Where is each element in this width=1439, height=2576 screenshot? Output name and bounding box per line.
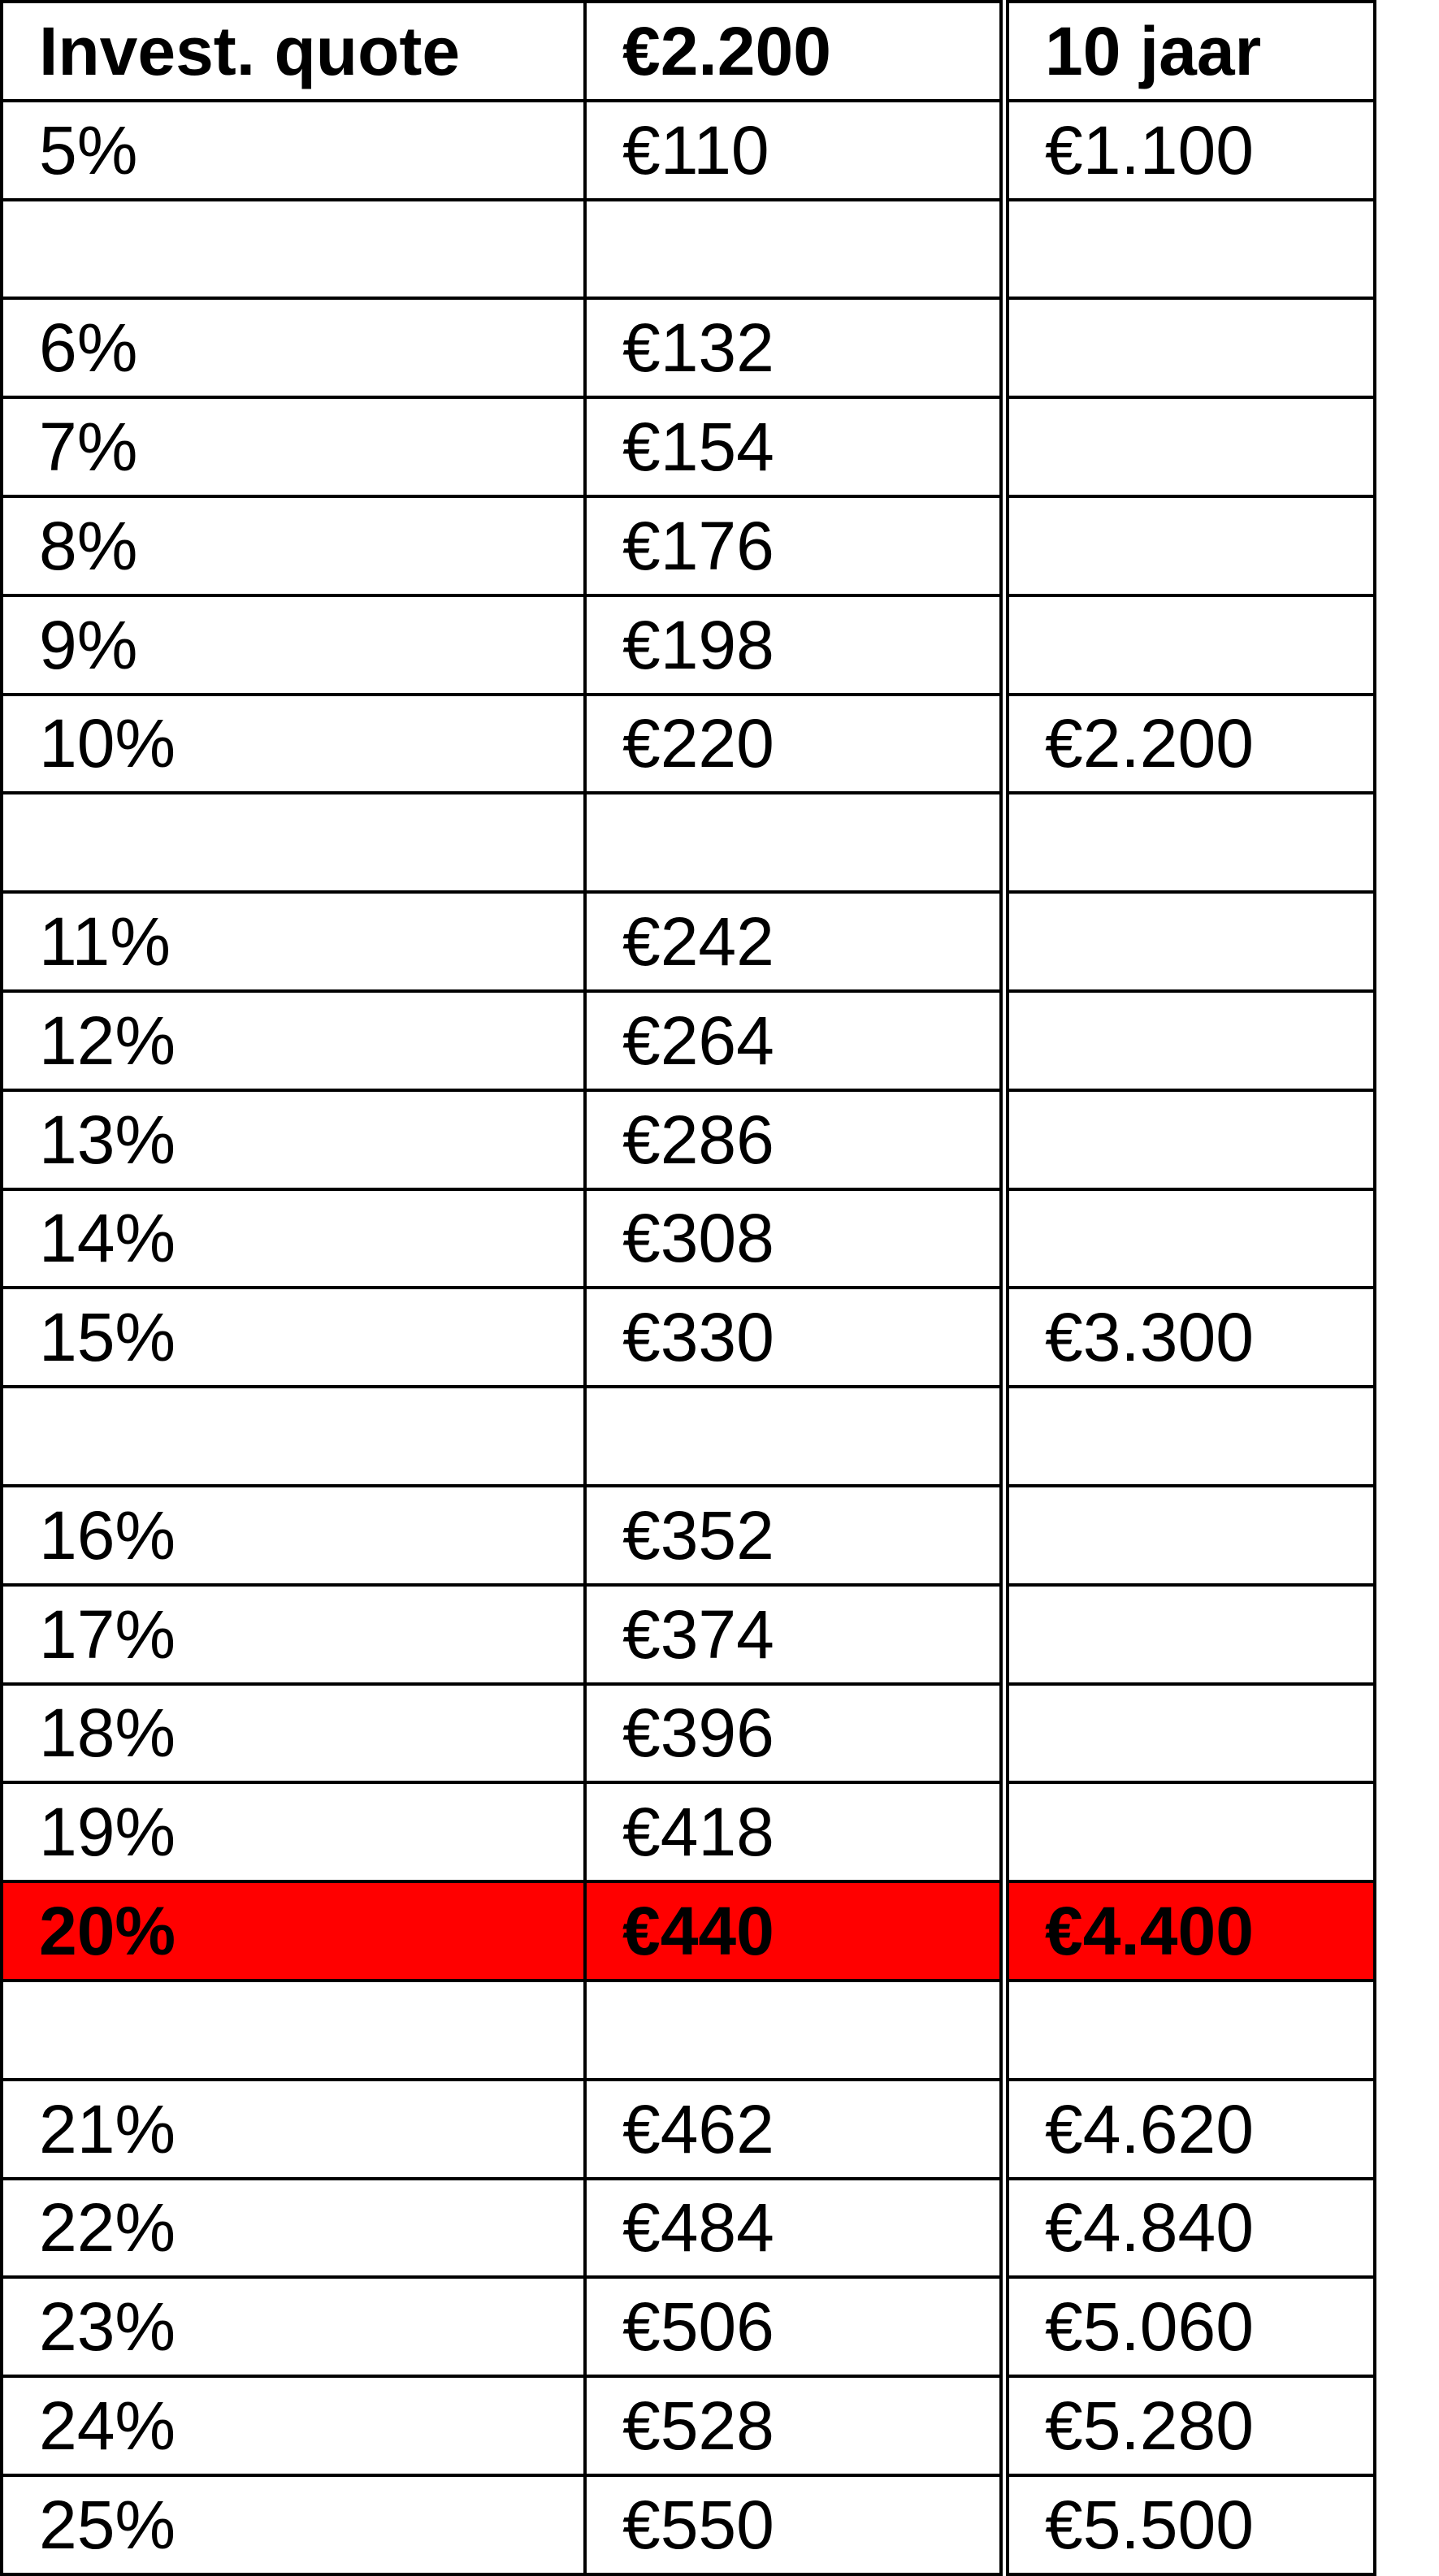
spacer-row — [2, 1387, 1375, 1486]
quote-percent-cell: 20% — [2, 1881, 585, 1981]
annual-amount-cell: €396 — [585, 1684, 1004, 1783]
quote-percent-cell: 23% — [2, 2277, 585, 2376]
table-row — [2, 2376, 1375, 2475]
annual-amount-cell: €308 — [585, 1189, 1004, 1288]
table-row — [2, 101, 1375, 200]
table-row — [2, 496, 1375, 595]
quote-percent-cell — [2, 1387, 585, 1486]
ten-year-amount-cell — [1004, 1782, 1375, 1881]
annual-amount-cell: €462 — [585, 2080, 1004, 2179]
table-row — [2, 1684, 1375, 1783]
ten-year-amount-cell: €5.500 — [1004, 2475, 1375, 2574]
annual-amount-cell: €374 — [585, 1585, 1004, 1684]
table-row — [2, 2475, 1375, 2574]
ten-year-amount-cell: €4.620 — [1004, 2080, 1375, 2179]
table-row — [2, 695, 1375, 794]
ten-year-amount-cell — [1004, 1486, 1375, 1585]
ten-year-amount-cell — [1004, 1189, 1375, 1288]
header-ten-years: 10 jaar — [1004, 2, 1375, 101]
table-row — [2, 2277, 1375, 2376]
table-body — [2, 101, 1375, 2574]
table-row — [2, 2080, 1375, 2179]
quote-percent-cell — [2, 1981, 585, 2080]
quote-percent-cell: 10% — [2, 695, 585, 794]
annual-amount-cell: €264 — [585, 991, 1004, 1090]
highlighted-table-row — [2, 1881, 1375, 1981]
table-row — [2, 2179, 1375, 2278]
header-amount: €2.200 — [585, 2, 1004, 101]
ten-year-amount-cell — [1004, 892, 1375, 991]
quote-percent-cell: 16% — [2, 1486, 585, 1585]
quote-percent-cell: 8% — [2, 496, 585, 595]
annual-amount-cell: €506 — [585, 2277, 1004, 2376]
ten-year-amount-cell — [1004, 1387, 1375, 1486]
ten-year-amount-cell: €4.400 — [1004, 1881, 1375, 1981]
ten-year-amount-cell: €5.060 — [1004, 2277, 1375, 2376]
table-row — [2, 595, 1375, 695]
annual-amount-cell: €440 — [585, 1881, 1004, 1981]
ten-year-amount-cell — [1004, 595, 1375, 695]
quote-percent-cell: 19% — [2, 1782, 585, 1881]
table-row — [2, 298, 1375, 397]
annual-amount-cell: €154 — [585, 397, 1004, 496]
annual-amount-cell: €528 — [585, 2376, 1004, 2475]
annual-amount-cell: €242 — [585, 892, 1004, 991]
ten-year-amount-cell: €4.840 — [1004, 2179, 1375, 2278]
quote-percent-cell: 7% — [2, 397, 585, 496]
quote-percent-cell: 22% — [2, 2179, 585, 2278]
spacer-row — [2, 1981, 1375, 2080]
ten-year-amount-cell — [1004, 1090, 1375, 1189]
annual-amount-cell: €220 — [585, 695, 1004, 794]
ten-year-amount-cell — [1004, 793, 1375, 892]
ten-year-amount-cell: €5.280 — [1004, 2376, 1375, 2475]
quote-percent-cell: 14% — [2, 1189, 585, 1288]
quote-percent-cell: 12% — [2, 991, 585, 1090]
table-row — [2, 1486, 1375, 1585]
annual-amount-cell: €484 — [585, 2179, 1004, 2278]
header-invest-quote: Invest. quote — [2, 2, 585, 101]
annual-amount-cell — [585, 793, 1004, 892]
quote-percent-cell: 11% — [2, 892, 585, 991]
annual-amount-cell — [585, 200, 1004, 299]
table-row — [2, 1288, 1375, 1387]
quote-percent-cell: 5% — [2, 101, 585, 200]
quote-percent-cell: 15% — [2, 1288, 585, 1387]
table-header-row — [2, 2, 1375, 101]
table-row — [2, 1585, 1375, 1684]
ten-year-amount-cell — [1004, 991, 1375, 1090]
spacer-row — [2, 793, 1375, 892]
ten-year-amount-cell — [1004, 1981, 1375, 2080]
quote-percent-cell: 6% — [2, 298, 585, 397]
quote-percent-cell: 24% — [2, 2376, 585, 2475]
annual-amount-cell — [585, 1981, 1004, 2080]
quote-percent-cell: 9% — [2, 595, 585, 695]
annual-amount-cell: €550 — [585, 2475, 1004, 2574]
table-row — [2, 397, 1375, 496]
table-row — [2, 892, 1375, 991]
quote-percent-cell: 18% — [2, 1684, 585, 1783]
annual-amount-cell: €418 — [585, 1782, 1004, 1881]
ten-year-amount-cell — [1004, 1684, 1375, 1783]
annual-amount-cell — [585, 1387, 1004, 1486]
ten-year-amount-cell: €3.300 — [1004, 1288, 1375, 1387]
spacer-row — [2, 200, 1375, 299]
annual-amount-cell: €110 — [585, 101, 1004, 200]
ten-year-amount-cell: €1.100 — [1004, 101, 1375, 200]
annual-amount-cell: €132 — [585, 298, 1004, 397]
annual-amount-cell: €352 — [585, 1486, 1004, 1585]
annual-amount-cell: €198 — [585, 595, 1004, 695]
ten-year-amount-cell — [1004, 298, 1375, 397]
table-row — [2, 1782, 1375, 1881]
annual-amount-cell: €330 — [585, 1288, 1004, 1387]
table-row — [2, 1189, 1375, 1288]
quote-percent-cell: 13% — [2, 1090, 585, 1189]
quote-percent-cell: 21% — [2, 2080, 585, 2179]
quote-percent-cell — [2, 793, 585, 892]
quote-percent-cell — [2, 200, 585, 299]
annual-amount-cell: €286 — [585, 1090, 1004, 1189]
ten-year-amount-cell — [1004, 200, 1375, 299]
quote-percent-cell: 17% — [2, 1585, 585, 1684]
ten-year-amount-cell — [1004, 1585, 1375, 1684]
table-row — [2, 991, 1375, 1090]
annual-amount-cell: €176 — [585, 496, 1004, 595]
ten-year-amount-cell: €2.200 — [1004, 695, 1375, 794]
ten-year-amount-cell — [1004, 397, 1375, 496]
ten-year-amount-cell — [1004, 496, 1375, 595]
table-row — [2, 1090, 1375, 1189]
quote-percent-cell: 25% — [2, 2475, 585, 2574]
